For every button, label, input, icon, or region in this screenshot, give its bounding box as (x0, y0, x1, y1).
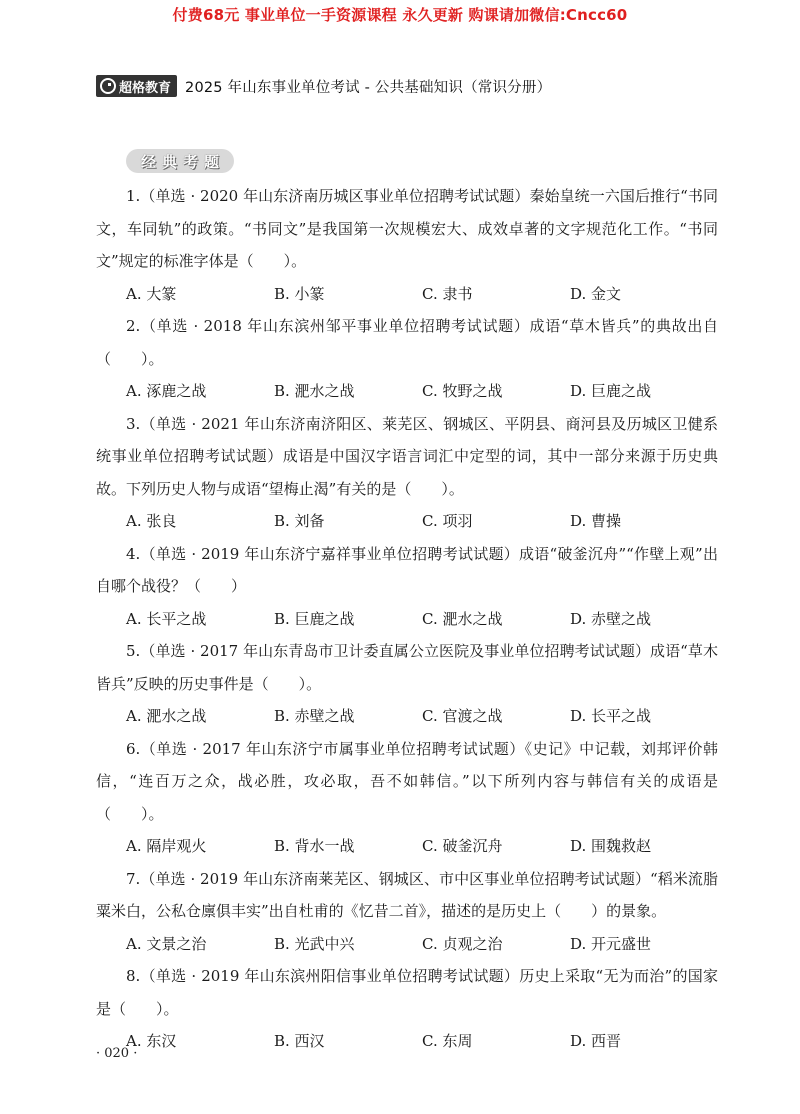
question-item (96, 960, 718, 1058)
option-d: D. 赤壁之战 (570, 609, 652, 628)
option-row (96, 700, 718, 733)
option-d: D. 巨鹿之战 (570, 382, 652, 400)
option-d: D. 金文 (570, 284, 622, 303)
option-d: D. 围魏救赵 (570, 837, 652, 855)
question-list (96, 180, 718, 1058)
watermark-banner: 付费68元 事业单位一手资源课程 永久更新 购课请加微信:Cncc60 (172, 6, 628, 24)
question-stem: 7.（单选 · 2019 年山东济南莱芜区、钢城区、市中区事业单位招聘考试试题）“稻米流脂粟米白，公私仓廪俱丰实”出自杜甫的《忆昔二首》，描述的是历史上（ ）的景象。 (96, 869, 718, 920)
option-a: A. 长平之战 (126, 609, 207, 628)
question-item (96, 408, 718, 538)
option-a: A. 张良 (126, 512, 177, 530)
option-b: B. 赤壁之战 (274, 707, 355, 725)
option-c: C. 牧野之战 (422, 382, 503, 400)
publisher-logo (96, 75, 177, 97)
option-c: C. 项羽 (422, 512, 473, 530)
option-d: D. 西晋 (570, 1032, 622, 1050)
section-badge (126, 149, 234, 173)
option-a: A. 涿鹿之战 (126, 382, 207, 400)
option-c: C. 官渡之战 (422, 707, 503, 725)
question-item (96, 310, 718, 408)
option-b: B. 淝水之战 (274, 382, 355, 400)
option-row (96, 1025, 718, 1058)
question-item (96, 863, 718, 961)
option-b: B. 西汉 (274, 1032, 325, 1050)
option-row (96, 603, 718, 636)
option-row (96, 505, 718, 538)
logo-icon (100, 78, 116, 94)
option-a: A. 隔岸观火 (126, 837, 207, 855)
option-d: D. 开元盛世 (570, 934, 652, 953)
option-b: B. 巨鹿之战 (274, 609, 355, 628)
option-row (96, 928, 718, 961)
question-stem: 5.（单选 · 2017 年山东青岛市卫计委直属公立医院及事业单位招聘考试试题）成语“草木皆兵”反映的历史事件是（ ）。 (96, 642, 718, 693)
section-label: 经典考题 (140, 152, 225, 171)
question-stem: 8.（单选 · 2019 年山东滨州阳信事业单位招聘考试试题）历史上采取“无为而治”的国家是（ ）。 (96, 967, 718, 1018)
option-a: A. 文景之治 (126, 934, 207, 953)
question-item (96, 180, 718, 310)
question-stem: 6.（单选 · 2017 年山东济宁市属事业单位招聘考试试题）《史记》中记载，刘邦评价韩信，“连百万之众，战必胜，攻必取，吾不如韩信。”以下所列内容与韩信有关的成语是（ ）。 (96, 739, 718, 823)
option-b: B. 小篆 (274, 284, 325, 303)
question-item (96, 635, 718, 733)
option-c: C. 隶书 (422, 284, 473, 303)
logo-text: 超格教育 (119, 80, 172, 96)
book-title: 2025 年山东事业单位考试 - 公共基础知识（常识分册） (185, 79, 552, 96)
option-a: A. 淝水之战 (126, 707, 207, 725)
page-number: · 020 · (96, 1046, 138, 1061)
option-c: C. 东周 (422, 1032, 473, 1050)
option-a: A. 大篆 (126, 284, 177, 303)
question-stem: 4.（单选 · 2019 年山东济宁嘉祥事业单位招聘考试试题）成语“破釜沉舟”“作壁上观”出自哪个战役？（ ） (96, 544, 718, 595)
question-item (96, 733, 718, 863)
option-row (96, 278, 718, 311)
page-header (96, 74, 551, 98)
question-stem: 3.（单选 · 2021 年山东济南济阳区、莱芜区、钢城区、平阴县、商河县及历城区卫健系统事业单位招聘考试试题）成语是中国汉字语言词汇中定型的词，其中一部分来源于历史典故。下列历史人物与成语“望梅止渴”有关的是（ ）。 (96, 414, 718, 498)
option-d: D. 长平之战 (570, 707, 652, 725)
option-c: C. 淝水之战 (422, 609, 503, 628)
option-row (96, 375, 718, 408)
question-stem: 1.（单选 · 2020 年山东济南历城区事业单位招聘考试试题）秦始皇统一六国后推行“书同文，车同轨”的政策。“书同文”是我国第一次规模宏大、成效卓著的文字规范化工作。“书同文”规定的标准字体是（ ）。 (96, 187, 718, 270)
option-c: C. 贞观之治 (422, 934, 503, 953)
option-b: B. 刘备 (274, 512, 325, 530)
question-stem: 2.（单选 · 2018 年山东滨州邹平事业单位招聘考试试题）成语“草木皆兵”的典故出自（ ）。 (96, 317, 718, 368)
option-a: A. 东汉 (126, 1032, 177, 1050)
option-b: B. 背水一战 (274, 837, 355, 855)
option-row (96, 830, 718, 863)
option-d: D. 曹操 (570, 512, 622, 530)
option-c: C. 破釜沉舟 (422, 837, 503, 855)
question-item (96, 538, 718, 636)
option-b: B. 光武中兴 (274, 934, 355, 953)
